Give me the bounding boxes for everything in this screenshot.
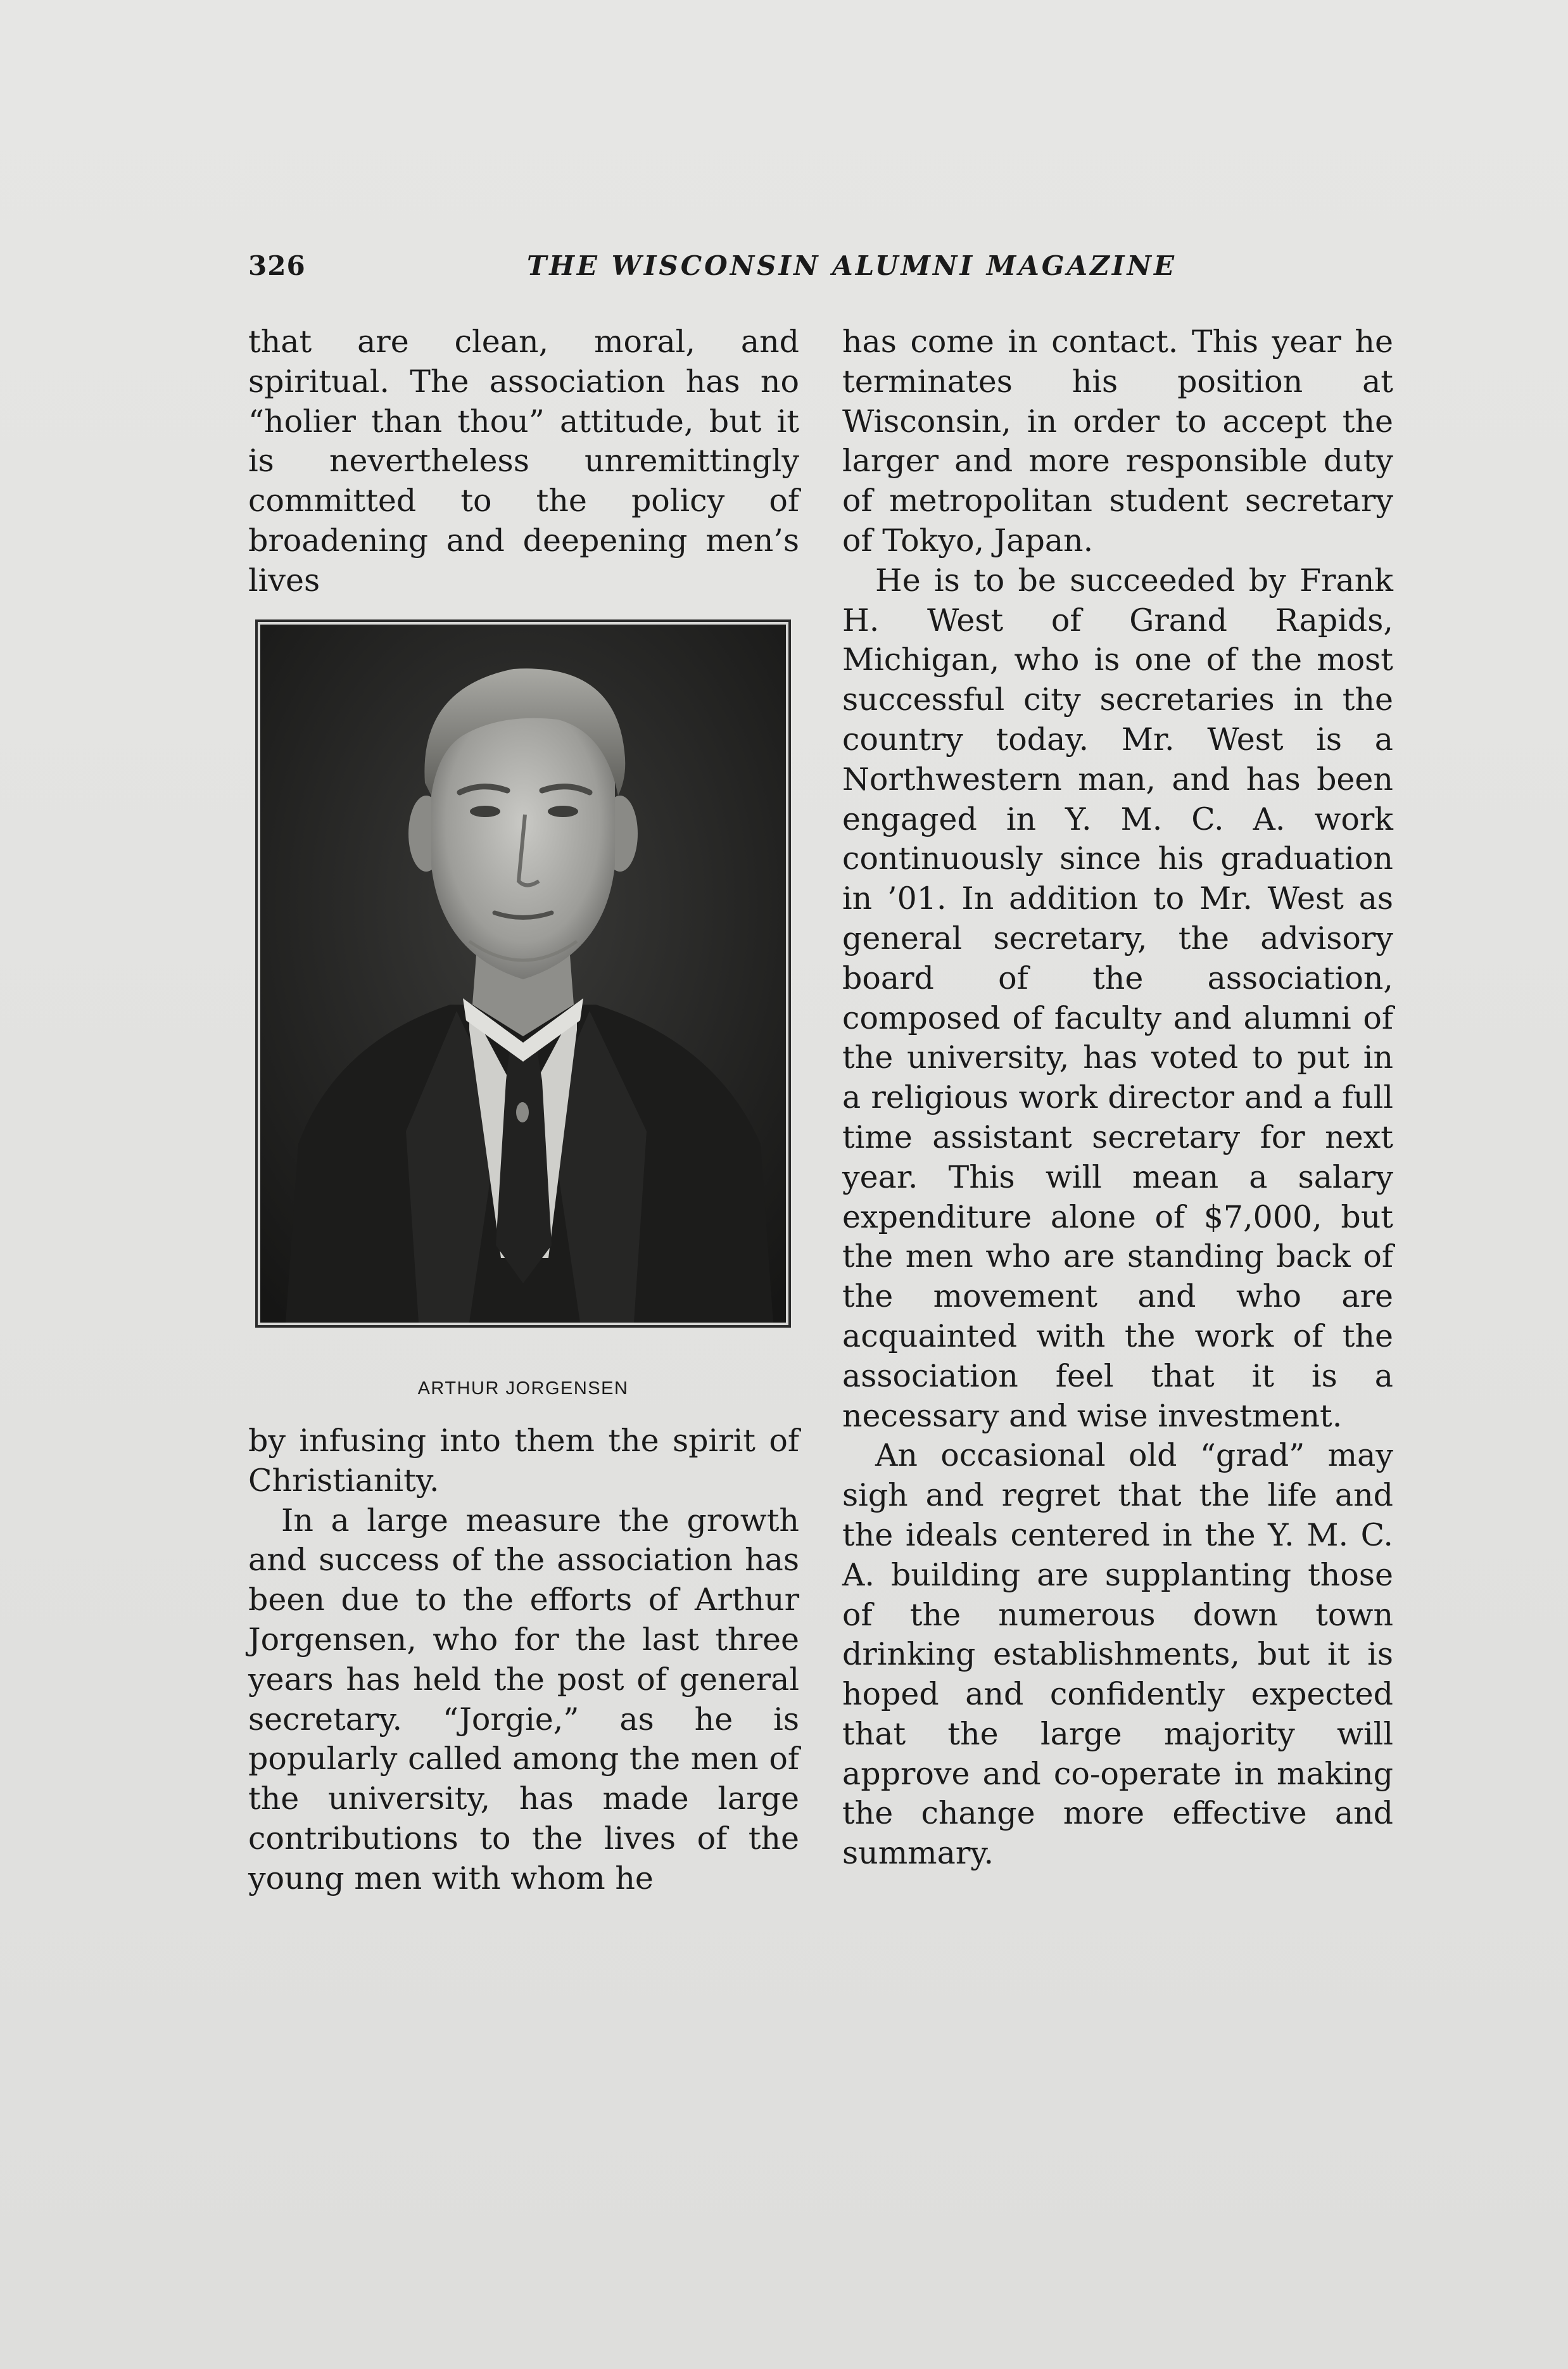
page-header: [248, 250, 1389, 288]
left-column-top: [248, 322, 799, 601]
paragraph-intro-fragment: that are clean, moral, and spiritual. The association has no “holier than thou” attitude, but it is nevertheless unremittingly committed to the policy of broadening and deepening men’s lives: [248, 324, 799, 599]
portrait-photo: [255, 619, 791, 1328]
paragraph-west: He is to be succeeded by Frank H. West of Grand Rapids, Michigan, who is one of the most successful city secretaries in the country today. Mr. West is a Northwestern man, and has been engaged in Y. M. C. A. work continuously since his graduation in ’01. In addition to Mr. West as general secretary, the advisory board of the association, composed of faculty and alumni of the university, has voted to put in a religious work director and a full time assistant secretary for next year. This will mean a salary expenditure alone of $7,000, but the men who are standing back of the movement and who are acquainted with the work of the association feel that it is a necessary and wise investment.: [842, 562, 1393, 1434]
left-column-bottom: [248, 1421, 799, 1899]
right-column: [842, 322, 1393, 1874]
photo-caption: ARTHUR JORGENSEN: [417, 1378, 629, 1399]
page-number: 326: [248, 250, 306, 281]
portrait-image: [260, 625, 786, 1323]
paragraph-jorgensen: In a large measure the growth and success of the association has been due to the efforts of Arthur Jorgensen, who for the last three years has held the post of general secretary. “Jorgie,” as he is popularly called among the men of the university, has made large contributions to the lives of the young men with whom he: [248, 1502, 799, 1896]
running-head: THE WISCONSIN ALUMNI MAGAZINE: [527, 250, 1177, 281]
paragraph-grad: An occasional old “grad” may sigh and regret that the life and the ideals centered in the Y. M. C. A. building are supplanting those of the numerous down town drinking establishments, but it is hoped and confidently expected that the large majority will approve and co-operate in making the change more effective and summary.: [842, 1437, 1393, 1872]
paragraph-tokyo: has come in contact. This year he terminates his position at Wisconsin, in order to accept the larger and more responsible duty of metropolitan student secretary of Tokyo, Japan.: [842, 324, 1393, 559]
paragraph-continuation: by infusing into them the spirit of Christianity.: [248, 1423, 799, 1499]
